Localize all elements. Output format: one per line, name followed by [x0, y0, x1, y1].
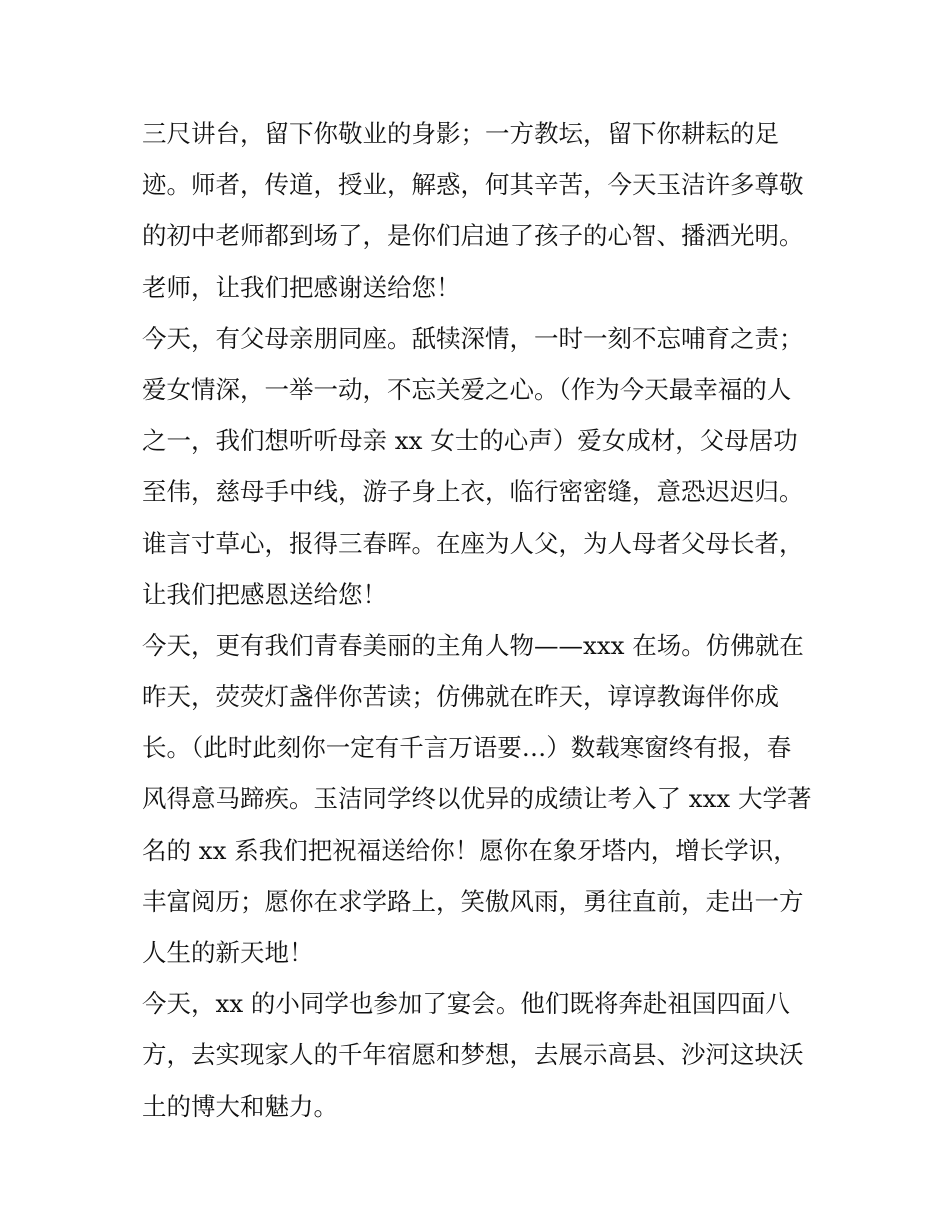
- text-line: 长。（此时此刻你一定有千言万语要…）数载寒窗终有报，春: [142, 733, 792, 763]
- text-line: 昨天，荧荧灯盏伴你苦读；仿佛就在昨天，谆谆教诲伴你成: [142, 682, 779, 712]
- text-line: 今天，更有我们青春美丽的主角人物——xxx 在场。仿佛就在: [142, 630, 804, 660]
- text-line: 之一，我们想听听母亲 xx 女士的心声）爱女成材，父母居功: [142, 426, 798, 456]
- text-line: 至伟，慈母手中线，游子身上衣，临行密密缝，意恐迟迟归。: [142, 477, 804, 507]
- text-line: 丰富阅历；愿你在求学路上，笑傲风雨，勇往直前，走出一方: [142, 886, 804, 916]
- text-line: 今天，xx 的小同学也参加了宴会。他们既将奔赴祖国四面八: [142, 989, 790, 1019]
- text-line: 名的 xx 系我们把祝福送给你！愿你在象牙塔内，增长学识，: [142, 835, 798, 865]
- text-line: 爱女情深，一举一动，不忘关爱之心。（作为今天最幸福的人: [142, 374, 792, 404]
- text-line: 土的博大和魅力。: [142, 1091, 338, 1121]
- speech-text-body: [142, 108, 842, 1132]
- text-line: 三尺讲台，留下你敬业的身影；一方教坛，留下你耕耘的足: [142, 119, 779, 148]
- text-line: 迹。师者，传道，授业，解惑，何其辛苦，今天玉洁许多尊敬: [142, 170, 804, 200]
- text-line: 老师，让我们把感谢送给您！: [142, 272, 461, 302]
- text-line: 方，去实现家人的千年宿愿和梦想，去展示高县、沙河这块沃: [142, 1040, 804, 1070]
- text-line: 让我们把感恩送给您！: [142, 579, 387, 609]
- text-line: 的初中老师都到场了，是你们启迪了孩子的心智、播洒光明。: [142, 221, 804, 251]
- text-line: 谁言寸草心，报得三春晖。在座为人父，为人母者父母长者，: [142, 528, 804, 558]
- text-line: 今天，有父母亲朋同座。舐犊深情，一时一刻不忘哺育之责；: [142, 323, 804, 353]
- text-line: 人生的新天地！: [142, 938, 314, 967]
- text-line: 风得意马蹄疾。玉洁同学终以优异的成绩让考入了 xxx 大学著: [142, 784, 812, 814]
